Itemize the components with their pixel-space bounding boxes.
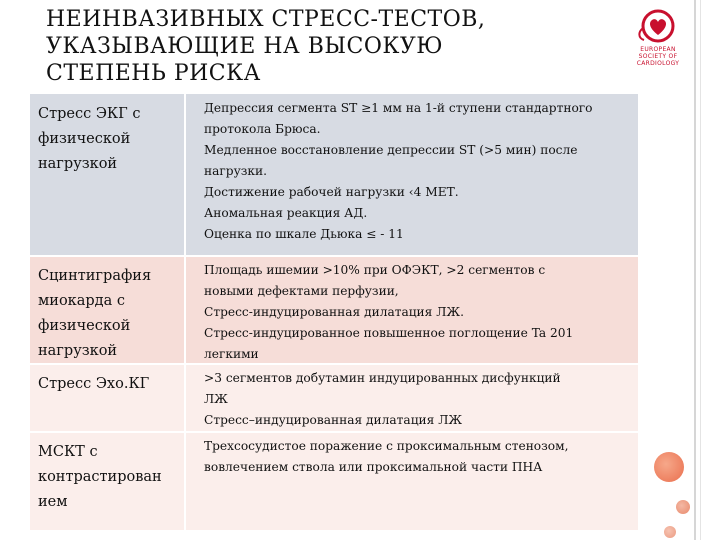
- criteria-line: Медленное восстановление депрессии ST (>5 мин) после: [204, 143, 578, 157]
- test-name-cell: [30, 256, 186, 364]
- test-name-line: Стресс ЭКГ с: [38, 106, 141, 122]
- logo-text-line: EUROPEAN: [640, 46, 676, 53]
- criteria-line: нагрузки.: [204, 164, 268, 178]
- heart-icon: [626, 8, 698, 48]
- criteria-line: протокола Брюса.: [204, 122, 321, 136]
- criteria-line: вовлечением ствола или проксимальной части ПНА: [204, 460, 543, 474]
- test-name-cell: [30, 364, 186, 432]
- criteria-line: Оценка по шкале Дьюка ≤ - 11: [204, 227, 404, 241]
- table-row: [30, 256, 638, 364]
- test-name-line: нагрузкой: [38, 343, 118, 359]
- esc-logo-text: [626, 46, 690, 67]
- criteria-line: Стресс-индуцированное повышенное поглощение Ta 201: [204, 326, 574, 340]
- row-divider: [30, 255, 638, 257]
- criteria-line: Стресс–индуцированная дилатация ЛЖ: [204, 413, 463, 427]
- risk-criteria-table: [30, 94, 638, 530]
- criteria-line: новыми дефектами перфузии,: [204, 284, 399, 298]
- table-row: [30, 364, 638, 432]
- decorative-circle: [676, 500, 690, 514]
- decorative-circle: [654, 452, 684, 482]
- test-name-line: физической: [38, 131, 131, 147]
- slide-border-line: [694, 0, 696, 540]
- test-name-line: нагрузкой: [38, 156, 118, 172]
- criteria-line: Площадь ишемии >10% при ОФЭКТ, >2 сегментов с: [204, 263, 546, 277]
- table-row: [30, 432, 638, 530]
- criteria-line: Достижение рабочей нагрузки ‹4 МЕТ.: [204, 185, 459, 199]
- column-divider: [184, 94, 186, 530]
- criteria-cell: [186, 432, 638, 530]
- test-name-line: Сцинтиграфия: [38, 268, 152, 284]
- table-row: [30, 94, 638, 256]
- test-name-cell: [30, 94, 186, 256]
- title-line: УКАЗЫВАЮЩИЕ НА ВЫСОКУЮ: [46, 34, 444, 59]
- criteria-cell: [186, 364, 638, 432]
- test-name-line: Стресс Эхо.КГ: [38, 376, 150, 392]
- logo-text-line: SOCIETY OF: [638, 53, 678, 60]
- criteria-line: >3 сегментов добутамин индуцированных дисфункций: [204, 371, 561, 385]
- criteria-line: легкими: [204, 347, 259, 361]
- test-name-cell: [30, 432, 186, 530]
- slide-border-line: [700, 0, 701, 540]
- slide-title: [46, 6, 606, 87]
- criteria-cell: [186, 256, 638, 364]
- row-divider: [30, 431, 638, 433]
- logo-text-line: CARDIOLOGY: [636, 60, 680, 67]
- criteria-line: Аномальная реакция АД.: [204, 206, 368, 220]
- criteria-cell: [186, 94, 638, 256]
- test-name-line: контрастирован: [38, 469, 162, 485]
- criteria-line: Депрессия сегмента ST ≥1 мм на 1-й ступени стандартного: [204, 101, 593, 115]
- title-line: НЕИНВАЗИВНЫХ СТРЕСС-ТЕСТОВ,: [46, 7, 486, 32]
- criteria-line: Стресс-индуцированная дилатация ЛЖ.: [204, 305, 464, 319]
- criteria-line: Трехсосудистое поражение с проксимальным стенозом,: [204, 439, 569, 453]
- criteria-line: ЛЖ: [204, 392, 228, 406]
- esc-logo: [626, 8, 698, 78]
- test-name-line: миокарда с: [38, 293, 125, 309]
- test-name-line: МСКТ с: [38, 444, 98, 460]
- title-line: СТЕПЕНЬ РИСКА: [46, 61, 261, 86]
- row-divider: [30, 363, 638, 365]
- decorative-circle: [664, 526, 676, 538]
- test-name-line: физической: [38, 318, 131, 334]
- test-name-line: ием: [38, 494, 68, 510]
